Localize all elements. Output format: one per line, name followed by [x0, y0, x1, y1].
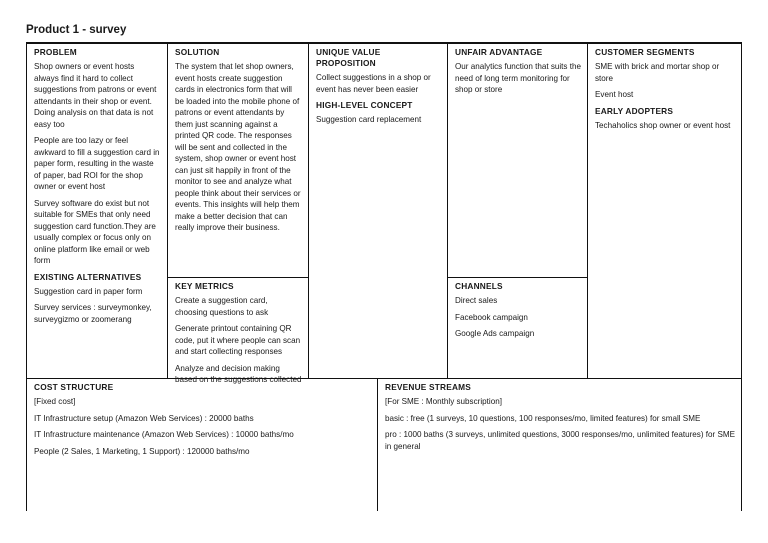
key-metrics-text: Generate printout containing QR code, put it where people can scan and start collecting responses	[175, 324, 301, 356]
uvp-text: Collect suggestions in a shop or event has never been easier	[316, 73, 431, 94]
channels-text: Facebook campaign	[455, 312, 528, 322]
cost-structure-section	[27, 379, 377, 511]
existing-alternatives-text: Suggestion card in paper form	[34, 286, 143, 296]
divider	[741, 44, 742, 511]
early-adopters-text: Techaholics shop owner or event host	[595, 120, 731, 130]
page-title: Product 1 - survey	[26, 24, 127, 36]
existing-alternatives-text: Survey services : surveymonkey, surveygizmo or zoomerang	[34, 303, 152, 324]
uvp-section	[309, 44, 447, 378]
key-metrics-section	[168, 278, 308, 384]
high-level-concept-text: Suggestion card replacement	[316, 115, 422, 124]
lean-canvas	[26, 42, 742, 511]
customer-segments-text: SME with brick and mortar shop or store	[595, 62, 720, 83]
cost-structure-text: IT Infrastructure setup (Amazon Web Services) : 20000 baths	[34, 413, 254, 423]
high-level-concept-heading: HIGH-LEVEL CONCEPT	[316, 100, 413, 110]
unfair-advantage-heading: UNFAIR ADVANTAGE	[455, 47, 543, 57]
key-metrics-heading: KEY METRICS	[175, 281, 234, 291]
solution-text: The system that let shop owners, event hosts create suggestion cards in electronics form that will be loaded into the mobile phone of patrons or event attendants by them just scanning against a printed QR code. The responses will be sent and collected in the system, shop owner or event host can just sit happily in front of the monitor to see and analyze what people think about their services or events. This insights will help them make a better decision that can really improve their business.	[175, 62, 301, 232]
key-metrics-text: Create a suggestion card, choosing questions to ask	[175, 296, 269, 317]
revenue-streams-text: pro : 1000 baths (3 surveys, unlimited questions, 3000 responses/mo, unlimited features) for SME in general	[385, 430, 736, 451]
early-adopters-heading: EARLY ADOPTERS	[595, 105, 674, 116]
revenue-streams-heading: REVENUE STREAMS	[385, 382, 471, 392]
problem-heading: PROBLEM	[34, 47, 77, 57]
uvp-heading: UNIQUE VALUE PROPOSITION	[316, 47, 381, 68]
unfair-advantage-text: Our analytics function that suits the need of long term monitoring for shop or store	[455, 62, 581, 94]
unfair-advantage-section	[448, 44, 587, 277]
revenue-streams-text: [For SME : Monthly subscription]	[385, 397, 502, 406]
existing-alternatives-heading: EXISTING ALTERNATIVES	[34, 271, 142, 282]
problem-text: People are too lazy or feel awkward to fill a suggestion card in paper form, resulting in the waste of paper, bad ROI for the shop owner or event host	[34, 136, 160, 191]
channels-heading: CHANNELS	[455, 281, 503, 291]
channels-text: Direct sales	[455, 296, 498, 305]
revenue-streams-text: basic : free (1 surveys, 10 questions, 100 responses/mo, limited features) for small SME	[385, 413, 701, 423]
problem-section	[27, 44, 167, 378]
cost-structure-text: IT Infrastructure maintenance (Amazon Web Services) : 10000 baths/mo	[34, 430, 294, 439]
cost-structure-heading: COST STRUCTURE	[34, 382, 114, 392]
revenue-streams-section	[378, 379, 741, 511]
key-metrics-text: Analyze and decision making based on the suggestions collected	[175, 363, 302, 384]
problem-text: Survey software do exist but not suitable for SMEs that only need suggestion card function.They are usually complex or focus only on online platform like email or web form	[34, 198, 156, 265]
customer-segments-section	[588, 44, 741, 378]
cost-structure-text: People (2 Sales, 1 Marketing, 1 Support) : 120000 baths/mo	[34, 446, 250, 456]
problem-text: Shop owners or event hosts always find it hard to collect suggestions from patrons or event attendants in their shop or event. Doing analysis on that data is not easy too	[34, 62, 157, 129]
customer-segments-heading: CUSTOMER SEGMENTS	[595, 47, 695, 57]
solution-heading: SOLUTION	[175, 47, 220, 57]
customer-segments-text: Event host	[595, 90, 634, 99]
channels-section	[448, 278, 587, 378]
cost-structure-text: [Fixed cost]	[34, 397, 76, 406]
channels-text: Google Ads campaign	[455, 329, 535, 338]
solution-section	[168, 44, 308, 277]
